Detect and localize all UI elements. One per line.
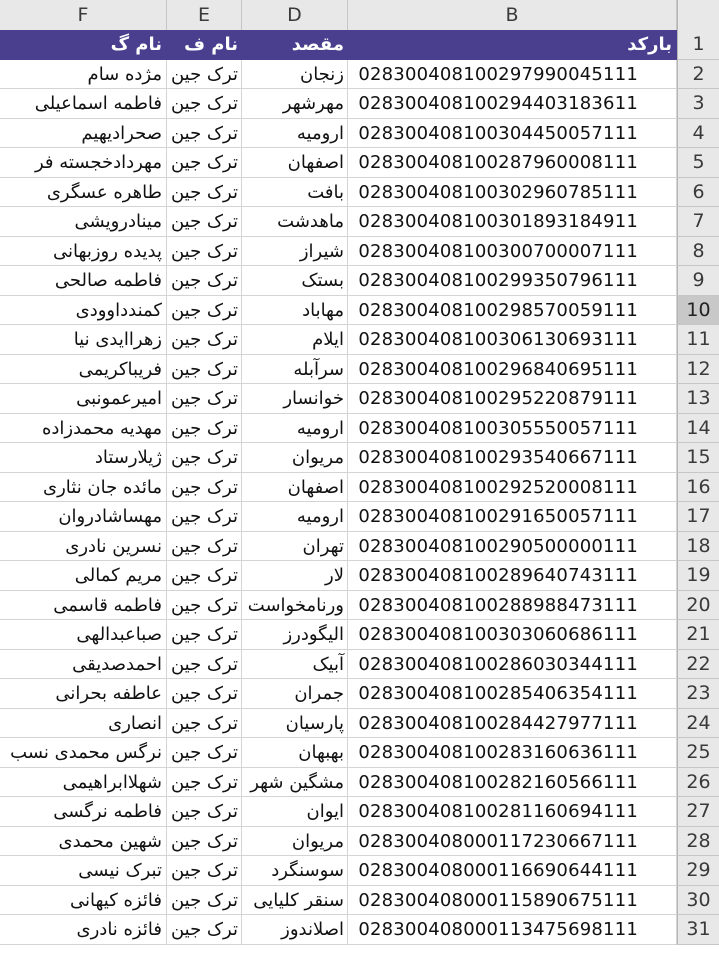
column-header-b[interactable]: B: [348, 0, 677, 30]
cell-e[interactable]: ترک جین: [167, 325, 242, 355]
cell-b[interactable]: 028300408100292520008111: [348, 473, 677, 503]
row-number[interactable]: 19: [677, 561, 719, 591]
row-number[interactable]: 2: [677, 60, 719, 90]
cell-f[interactable]: امیرعمونبی: [0, 384, 167, 414]
cell-e[interactable]: ترک جین: [167, 768, 242, 798]
row-number[interactable]: 27: [677, 797, 719, 827]
cell-f[interactable]: فاطمه اسماعیلی: [0, 89, 167, 119]
cell-f[interactable]: مهساشادروان: [0, 502, 167, 532]
row-number[interactable]: 15: [677, 443, 719, 473]
cell-b[interactable]: 028300408100290500000111: [348, 532, 677, 562]
cell-d[interactable]: ارومیه: [242, 414, 348, 444]
cell-f[interactable]: مریم کمالی: [0, 561, 167, 591]
cell-d[interactable]: تهران: [242, 532, 348, 562]
cell-b[interactable]: 028300408100300700007111: [348, 237, 677, 267]
cell-b[interactable]: 028300408100294403183611: [348, 89, 677, 119]
table-row: [0, 89, 719, 119]
row-number[interactable]: 1: [677, 30, 719, 60]
cell-e[interactable]: ترک جین: [167, 237, 242, 267]
cell-d[interactable]: سوسنگرد: [242, 856, 348, 886]
cell-e[interactable]: ترک جین: [167, 414, 242, 444]
cell-e[interactable]: ترک جین: [167, 591, 242, 621]
table-row: [0, 886, 719, 916]
cell-d[interactable]: خوانسار: [242, 384, 348, 414]
row-number[interactable]: 16: [677, 473, 719, 503]
cell-f[interactable]: ژیلارستاد: [0, 443, 167, 473]
cell-f[interactable]: زهراایدی نیا: [0, 325, 167, 355]
cell-d[interactable]: اصفهان: [242, 473, 348, 503]
cell-f[interactable]: نسرین نادری: [0, 532, 167, 562]
table-row: [0, 797, 719, 827]
cell-e[interactable]: ترک جین: [167, 679, 242, 709]
row-number[interactable]: 20: [677, 591, 719, 621]
row-number[interactable]: 10: [677, 296, 719, 326]
cell-e[interactable]: ترک جین: [167, 355, 242, 385]
column-header-bar: [0, 0, 719, 31]
cell-e[interactable]: ترک جین: [167, 650, 242, 680]
cell-f[interactable]: فاطمه نرگسی: [0, 797, 167, 827]
column-header-d[interactable]: D: [242, 0, 348, 30]
table-row: [0, 60, 719, 90]
cell-d[interactable]: لار: [242, 561, 348, 591]
cell-e[interactable]: ترک جین: [167, 473, 242, 503]
cell-e[interactable]: ترک جین: [167, 207, 242, 237]
cell-f[interactable]: شهلاابراهیمی: [0, 768, 167, 798]
cell-b[interactable]: 028300408100295220879111: [348, 384, 677, 414]
cell-e[interactable]: ترک جین: [167, 827, 242, 857]
cell-f[interactable]: شهین محمدی: [0, 827, 167, 857]
cell-b[interactable]: 028300408100296840695111: [348, 355, 677, 385]
cell-d[interactable]: بافت: [242, 178, 348, 208]
cell-f[interactable]: مائده جان نثاری: [0, 473, 167, 503]
cell-d[interactable]: پارسیان: [242, 709, 348, 739]
cell-e[interactable]: ترک جین: [167, 89, 242, 119]
cell-f[interactable]: فائزه کیهانی: [0, 886, 167, 916]
row-number[interactable]: 3: [677, 89, 719, 119]
cell-b[interactable]: 028300408100283160636111: [348, 738, 677, 768]
cell-b[interactable]: 028300408100301893184911: [348, 207, 677, 237]
table-row: [0, 178, 719, 208]
cell-b[interactable]: 028300408100306130693111: [348, 325, 677, 355]
cell-b[interactable]: 028300408100299350796111: [348, 266, 677, 296]
table-row: [0, 414, 719, 444]
cell-f[interactable]: صباعبدالهی: [0, 620, 167, 650]
cell-b[interactable]: 028300408100305550057111: [348, 414, 677, 444]
row-number[interactable]: 11: [677, 325, 719, 355]
cell-d[interactable]: الیگودرز: [242, 620, 348, 650]
cell-f[interactable]: طاهره عسگری: [0, 178, 167, 208]
row-number[interactable]: 22: [677, 650, 719, 680]
cell-f[interactable]: کمندداوودی: [0, 296, 167, 326]
cell-d[interactable]: ورنامخواست: [242, 591, 348, 621]
header-cell-d[interactable]: مقصد: [242, 30, 348, 60]
row-number[interactable]: 12: [677, 355, 719, 385]
table-row: [0, 355, 719, 385]
cell-b[interactable]: 028300408000116690644111: [348, 856, 677, 886]
row-number[interactable]: 24: [677, 709, 719, 739]
cell-d[interactable]: سرآبله: [242, 355, 348, 385]
cell-d[interactable]: اصفهان: [242, 148, 348, 178]
row-number[interactable]: 13: [677, 384, 719, 414]
cell-d[interactable]: اصلاندوز: [242, 915, 348, 945]
cell-d[interactable]: زنجان: [242, 60, 348, 90]
row-number[interactable]: 30: [677, 886, 719, 916]
table-row: [0, 650, 719, 680]
cell-e[interactable]: ترک جین: [167, 384, 242, 414]
table-row: [0, 620, 719, 650]
cell-d[interactable]: مریوان: [242, 827, 348, 857]
cell-f[interactable]: مهدیه محمدزاده: [0, 414, 167, 444]
table-row: [0, 502, 719, 532]
cell-b[interactable]: 028300408100286030344111: [348, 650, 677, 680]
cell-f[interactable]: تبرک نیسی: [0, 856, 167, 886]
table-row: [0, 296, 719, 326]
cell-b[interactable]: 028300408100303060686111: [348, 620, 677, 650]
cell-e[interactable]: ترک جین: [167, 148, 242, 178]
cell-e[interactable]: ترک جین: [167, 502, 242, 532]
cell-f[interactable]: نرگس محمدی نسب: [0, 738, 167, 768]
row-number[interactable]: 6: [677, 178, 719, 208]
cell-b[interactable]: 028300408000113475698111: [348, 915, 677, 945]
cell-d[interactable]: مهاباد: [242, 296, 348, 326]
table-row: [0, 473, 719, 503]
cell-d[interactable]: جمران: [242, 679, 348, 709]
cell-d[interactable]: مشگین شهر: [242, 768, 348, 798]
table-row: [0, 561, 719, 591]
row-number[interactable]: 26: [677, 768, 719, 798]
row-number[interactable]: 23: [677, 679, 719, 709]
cell-d[interactable]: بهبهان: [242, 738, 348, 768]
cell-e[interactable]: ترک جین: [167, 709, 242, 739]
cell-e[interactable]: ترک جین: [167, 532, 242, 562]
cell-d[interactable]: ایلام: [242, 325, 348, 355]
cell-b[interactable]: 028300408100291650057111: [348, 502, 677, 532]
cell-b[interactable]: 028300408000117230667111: [348, 827, 677, 857]
column-header-e[interactable]: E: [167, 0, 242, 30]
cell-f[interactable]: مینادرویشی: [0, 207, 167, 237]
cell-e[interactable]: ترک جین: [167, 561, 242, 591]
table-row: [0, 266, 719, 296]
cell-e[interactable]: ترک جین: [167, 60, 242, 90]
cell-f[interactable]: احمدصدیقی: [0, 650, 167, 680]
header-cell-f[interactable]: نام گ: [0, 30, 167, 60]
row-number[interactable]: 17: [677, 502, 719, 532]
row-number[interactable]: 21: [677, 620, 719, 650]
cell-d[interactable]: ارومیه: [242, 119, 348, 149]
cell-e[interactable]: ترک جین: [167, 738, 242, 768]
cell-d[interactable]: ارومیه: [242, 502, 348, 532]
cell-b[interactable]: 028300408100297990045111: [348, 60, 677, 90]
cell-d[interactable]: شیراز: [242, 237, 348, 267]
table-row: [0, 679, 719, 709]
cell-e[interactable]: ترک جین: [167, 443, 242, 473]
table-row: [0, 148, 719, 178]
cell-f[interactable]: فائزه نادری: [0, 915, 167, 945]
cell-b[interactable]: 028300408100289640743111: [348, 561, 677, 591]
cell-b[interactable]: 028300408100282160566111: [348, 768, 677, 798]
cell-d[interactable]: آبیک: [242, 650, 348, 680]
table-row: [0, 915, 719, 945]
table-row: [0, 325, 719, 355]
cell-e[interactable]: ترک جین: [167, 296, 242, 326]
cell-f[interactable]: فاطمه صالحی: [0, 266, 167, 296]
row-number[interactable]: 9: [677, 266, 719, 296]
table-row: [0, 532, 719, 562]
cell-d[interactable]: بستک: [242, 266, 348, 296]
cell-f[interactable]: صحرادیهیم: [0, 119, 167, 149]
header-row: [0, 30, 719, 60]
cell-f[interactable]: عاطفه بحرانی: [0, 679, 167, 709]
row-number[interactable]: 31: [677, 915, 719, 945]
table-row: [0, 119, 719, 149]
cell-e[interactable]: ترک جین: [167, 856, 242, 886]
cell-d[interactable]: ایوان: [242, 797, 348, 827]
table-row: [0, 237, 719, 267]
header-cell-e[interactable]: نام ف: [167, 30, 242, 60]
table-row: [0, 827, 719, 857]
cell-b[interactable]: 028300408100298570059111: [348, 296, 677, 326]
cell-e[interactable]: ترک جین: [167, 915, 242, 945]
row-number[interactable]: 14: [677, 414, 719, 444]
cell-f[interactable]: پدیده روزبهانی: [0, 237, 167, 267]
cell-d[interactable]: مریوان: [242, 443, 348, 473]
cell-f[interactable]: انصاری: [0, 709, 167, 739]
cell-e[interactable]: ترک جین: [167, 119, 242, 149]
cell-b[interactable]: 028300408100293540667111: [348, 443, 677, 473]
row-number[interactable]: 25: [677, 738, 719, 768]
cell-d[interactable]: سنقر کلیایی: [242, 886, 348, 916]
cell-e[interactable]: ترک جین: [167, 620, 242, 650]
cell-b[interactable]: 028300408100285406354111: [348, 679, 677, 709]
cell-f[interactable]: مهردادخجسته فر: [0, 148, 167, 178]
table-row: [0, 207, 719, 237]
cell-b[interactable]: 028300408000115890675111: [348, 886, 677, 916]
cell-d[interactable]: ماهدشت: [242, 207, 348, 237]
cell-f[interactable]: فریباکریمی: [0, 355, 167, 385]
cell-b[interactable]: 028300408100287960008111: [348, 148, 677, 178]
cell-e[interactable]: ترک جین: [167, 886, 242, 916]
row-number[interactable]: 18: [677, 532, 719, 562]
header-cell-b[interactable]: بارکد: [348, 30, 677, 60]
table-row: [0, 709, 719, 739]
cell-b[interactable]: 028300408100288988473111: [348, 591, 677, 621]
table-row: [0, 768, 719, 798]
cell-b[interactable]: 028300408100302960785111: [348, 178, 677, 208]
table-row: [0, 443, 719, 473]
cell-e[interactable]: ترک جین: [167, 266, 242, 296]
row-number[interactable]: 7: [677, 207, 719, 237]
row-number[interactable]: 29: [677, 856, 719, 886]
cell-f[interactable]: فاطمه قاسمی: [0, 591, 167, 621]
row-number[interactable]: 28: [677, 827, 719, 857]
table-row: [0, 738, 719, 768]
cell-f[interactable]: مژده سام: [0, 60, 167, 90]
table-row: [0, 856, 719, 886]
cell-e[interactable]: ترک جین: [167, 797, 242, 827]
cell-b[interactable]: 028300408100281160694111: [348, 797, 677, 827]
select-all-corner[interactable]: [677, 0, 719, 30]
table-row: [0, 384, 719, 414]
row-number[interactable]: 4: [677, 119, 719, 149]
row-number[interactable]: 8: [677, 237, 719, 267]
cell-b[interactable]: 028300408100284427977111: [348, 709, 677, 739]
column-header-f[interactable]: F: [0, 0, 167, 30]
cell-e[interactable]: ترک جین: [167, 178, 242, 208]
cell-d[interactable]: مهرشهر: [242, 89, 348, 119]
cell-b[interactable]: 028300408100304450057111: [348, 119, 677, 149]
row-number[interactable]: 5: [677, 148, 719, 178]
table-row: [0, 591, 719, 621]
